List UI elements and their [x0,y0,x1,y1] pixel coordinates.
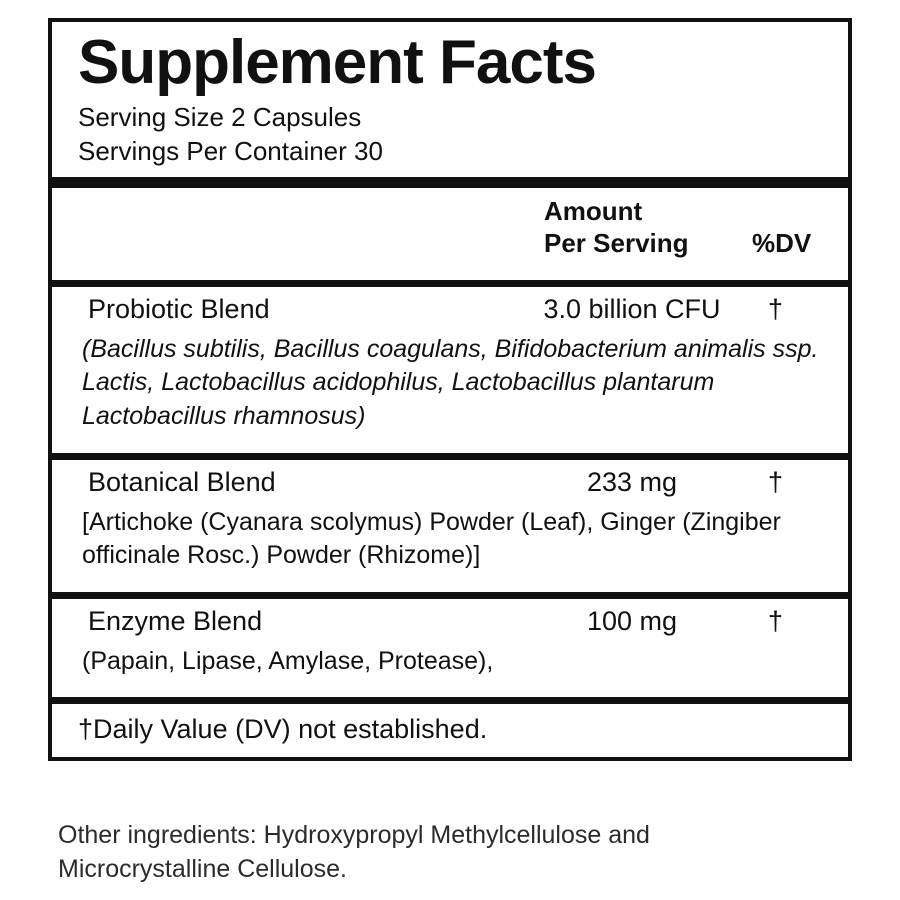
nutrient-detail: (Papain, Lipase, Amylase, Protease), [82,646,494,675]
divider-columns [52,280,848,287]
daily-value-footnote: †Daily Value (DV) not established. [78,713,488,744]
other-ingredients: Other ingredients: Hydroxypropyl Methylcellulose and Microcrystalline Cellulose. [58,821,650,883]
supplement-facts-panel [48,18,852,761]
nutrient-dv: † [768,466,784,497]
nutrient-detail: (Bacillus subtilis, Bacillus coagulans, Bifidobacterium animalis ssp. Lactis, Lactobacillus acidophilus, Lactobacillus plantarum Lactobacillus rhamnosus) [82,334,819,431]
serving-info [52,100,848,177]
page-title: Supplement Facts [78,28,596,97]
column-header-amount: Amount [544,195,643,226]
nutrient-detail: [Artichoke (Cyanara scolymus) Powder (Leaf), Ginger (Zingiber officinale Rosc.) Powder (Rhizome)] [82,507,781,570]
nutrient-amount: 100 mg [586,605,678,636]
nutrient-name: Probiotic Blend [88,293,270,324]
divider-row-2 [52,592,848,599]
column-headers [52,188,848,280]
divider-row-1 [52,453,848,460]
nutrient-name: Enzyme Blend [88,605,263,636]
nutrient-amount: 3.0 billion CFU [543,293,721,324]
nutrient-dv: † [768,293,784,324]
column-header-dv: %DV [752,227,812,258]
servings-per-container: Servings Per Container 30 [78,136,383,167]
nutrient-dv: † [768,605,784,636]
nutrient-name: Botanical Blend [88,466,276,497]
divider-header [52,177,848,188]
serving-size: Serving Size 2 Capsules [78,102,362,132]
table-row [52,460,848,592]
table-row [52,287,848,453]
divider-row-3 [52,697,848,704]
nutrient-amount: 233 mg [586,466,678,497]
column-header-per-serving: Per Serving [544,227,689,258]
table-row [52,599,848,697]
